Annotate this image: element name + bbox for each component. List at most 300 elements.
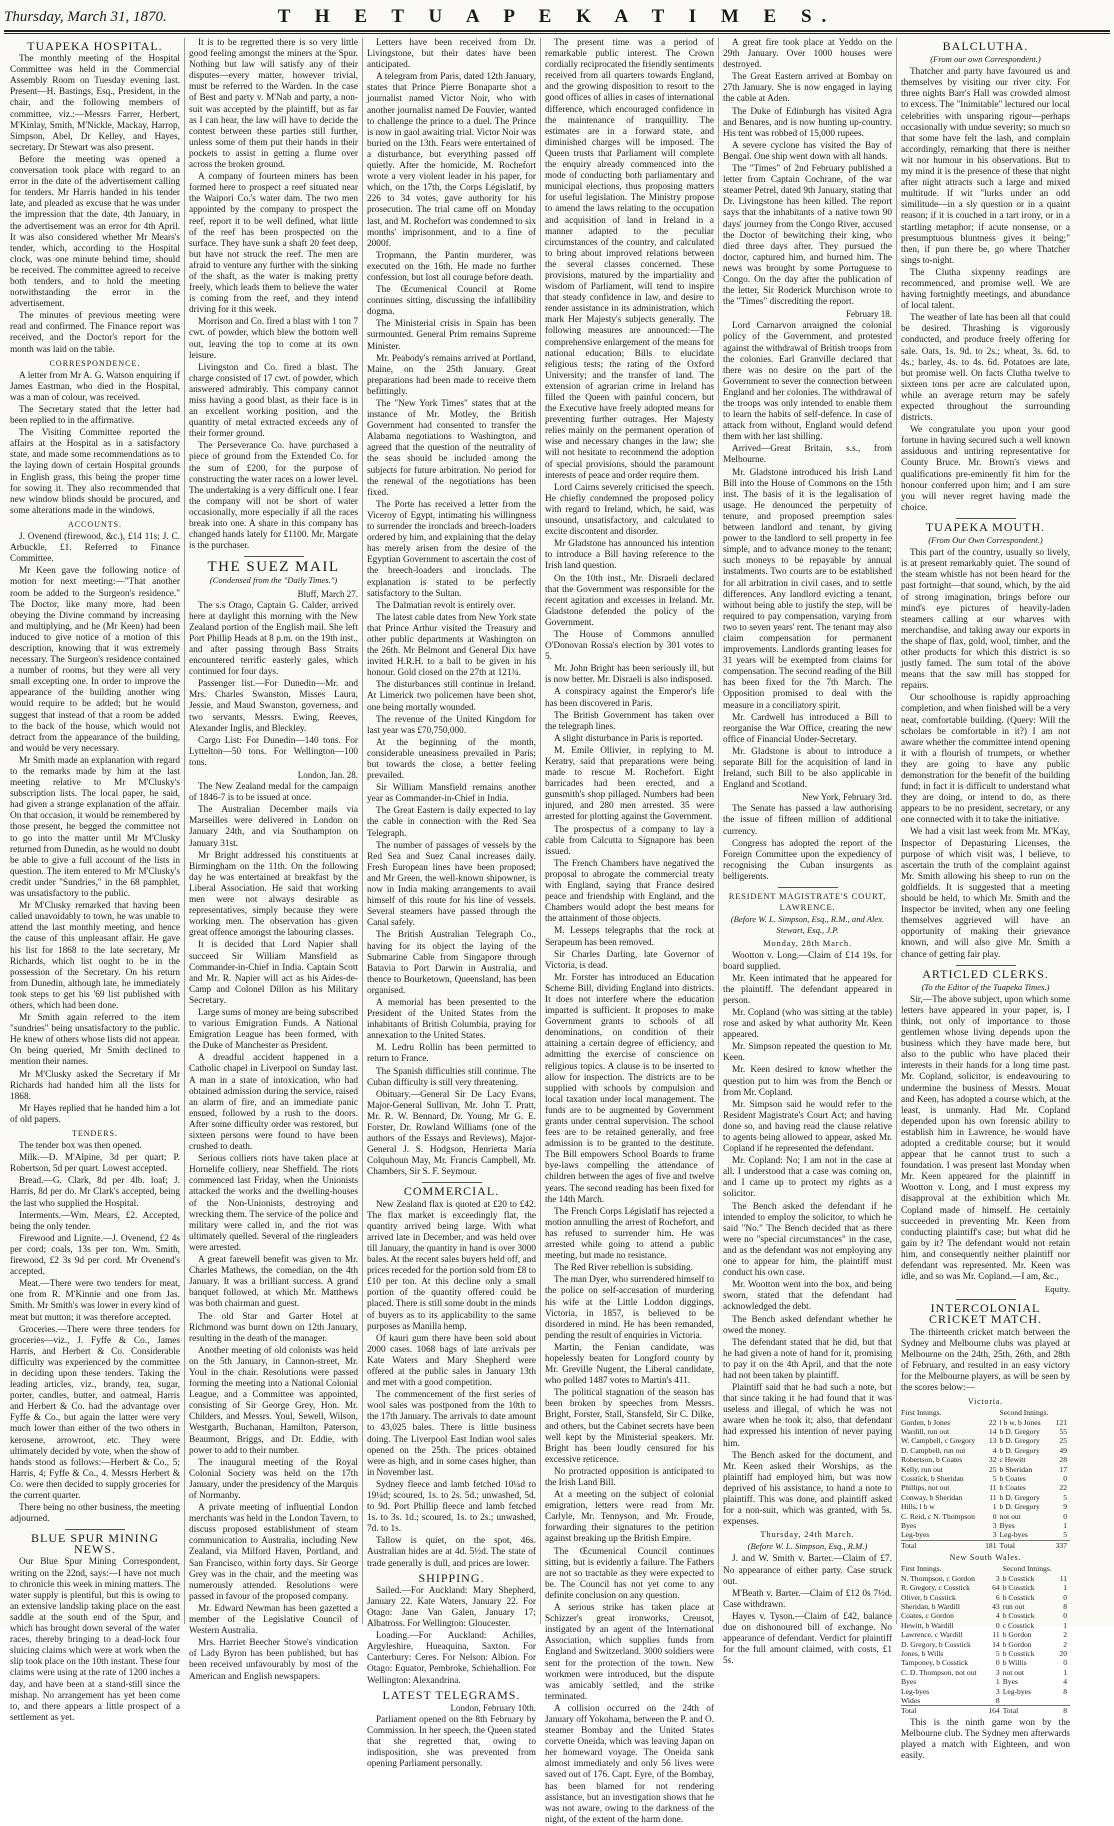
score-cell: 25 — [988, 1464, 997, 1474]
score-cell: 3 — [995, 1686, 1000, 1696]
suez-paragraph: A dreadful accident happened in a Catholic chapel in Liverpool on Sunday last. A man in a state of intoxication, who had obtained admission during the service, raised an alarm of fire, and an immediate panic ensued, followed by a rush to the doors. After some difficulty order was restored, but sixteen persons were found to have been crushed to death. — [189, 1053, 358, 1153]
hospital-paragraph: Mr M'Clusky asked the Secretary if Mr Richards had handed him all the lists for 1868. — [10, 1069, 180, 1102]
rm-court-before: (Before W. L. Simpson, Esq., R.M.) — [747, 1541, 868, 1552]
issue-date: Thursday, March 31, 1870. — [4, 8, 167, 25]
columns — [6, 38, 1108, 1825]
hospital-paragraph: Mr Keen gave the following notice of motion for next meeting:—"That another room be added to the Surgeon's residence." The Doctor, like many more, had been obeying the Divine command by increasing and multiplying, and he (Mr Keen) had been induced to give notice of a motion of this description, knowing that it was extremely necessary. The Surgeon's residence contained a number of rooms, but they were all very small excepting one. In order to improve the appearance of the building another wing would require to be added; but he would suggest that instead of that a room be added to the back of the house, which would not detract from the appearance of the building, and would be very necessary. — [10, 566, 180, 754]
latest-paragraph: Arrived—Great Britain, s.s., from Melbourne. — [723, 444, 892, 466]
latest-paragraph: Parliament opened on the 8th February by Commission. In her speech, the Queen stated that she regretted that, owing to indisposition, she was prevented from opening Parliament personally. — [367, 1714, 536, 1770]
tuapeka-mouth-byline: (From Our Own Correspondent.) — [928, 535, 1043, 546]
cricket-title: INTERCOLONIAL CRICKET MATCH. — [928, 1301, 1043, 1327]
hospital-paragraph: Firewood and Lignite.—J. Ovenend, £2 4s per cord; coals, 13s per ton. Wm. Smith, firewood, £2 3s 9d per cord. Mr Ovenend's accepted. — [10, 1233, 180, 1278]
score-cell: 11 — [989, 1492, 997, 1502]
table-row — [901, 1521, 1070, 1530]
newspaper-title: T H E T U A P E K A T I M E S. — [277, 6, 837, 27]
column-2 — [184, 38, 362, 1682]
table-row — [901, 1493, 1070, 1502]
score-cell: D. Campbell, run out — [901, 1445, 966, 1455]
suez-paragraph: A great farewell benefit was given to Mr. Charles Mathews, the comedian, on the 4th January. It was a brilliant success. A grand banquet followed, at which Mr. Matthews was both chairman and guest. — [189, 1255, 358, 1310]
column-4 — [540, 38, 718, 1825]
total-cell: Total — [1003, 1706, 1058, 1716]
score-cell: b Coates — [999, 1483, 1026, 1493]
latest-paragraph: The prospectus of a company to lay a cable from Calcutta to Signapore has been issued. — [545, 824, 714, 857]
court-paragraph: Mr. Copland (who was sitting at the table) rose and asked by what authority Mr. Keen appeared. — [723, 1007, 892, 1041]
score-cell: 3 — [995, 1667, 1000, 1677]
score-cell: N. Thompson, c Gordon — [901, 1573, 975, 1583]
score-cell: 43 — [992, 1601, 1000, 1611]
score-cell: run out — [1002, 1601, 1025, 1611]
suez-paragraph: Passenger list.—For Dunedin—Mr. and Mrs. Charles Swanston, Misses Laura, Jessie, and Maud Swanston, governess, and two servants, Messrs. Ewing, Reeves, Alexander Inglis, and Bleckley. — [189, 679, 358, 734]
table-row — [901, 1512, 1070, 1521]
latest-paragraph: Mr. Cardwell has introduced a Bill to reorganise the War Office, creating the new office of Financial Under-Secretary. — [723, 712, 892, 745]
score-cell: Gorden, b Jones — [901, 1417, 951, 1427]
hospital-paragraph: Mr Smith again referred to the item "sundries" being unsatisfactory to the public. He knew of others whose lists did not appear. On being queried, Mr Smith declined to mention their names. — [10, 1013, 180, 1068]
score-cell: Wardill, run out — [901, 1426, 950, 1436]
mouth-paragraph: We had a visit last week from Mr. M'Kay, Inspector of Depasturing Licenses, the purpose of which visit was, I believe, to ascertain the truth of the complaint against Mr. Smith allowing his sheep to run on the goldfields. It is suggested that a meeting should be held, to which Mr. Smith and the Inspector be invited, when any one feeling themselves aggrieved will have an opportunity of making their grievance known, and will also give Mr. Smith a chance of getting fair play. — [901, 827, 1070, 960]
score-cell: b Coates — [999, 1474, 1026, 1483]
shipping-paragraph: Sailed.—For Auckland: Mary Shepherd, January 22. Kate Waters, January 22. For Otago: Jane Van Galen, January 17; Albatross. For Wellington: Gloucester. — [367, 1585, 536, 1630]
latest-paragraph: The French Corps Législatif has rejected a motion annulling the arrest of Rochefort, and has refused to surrender him. He was arrested while going to attend a public meeting, but made no resistance. — [545, 1206, 714, 1262]
hospital-paragraph: The monthly meeting of the Hospital Committee was held in the Commercial Assembly Room on Tuesday evening last. Present—H. Bastings, Esq., President, in the chair, and the following members of committee, viz.:—Messrs Farrer, Herbert, M'Kinlay, Smith, M'Nickle, Mackay, Harrop, Simpson, Abel, Dr Kelley, and Hayes, secretary. Dr Stewart was also present. — [10, 54, 180, 153]
score-cell: 3 — [992, 1521, 997, 1531]
score-cell: 3 — [995, 1573, 1000, 1583]
score-cell: 0 — [1063, 1511, 1067, 1521]
score-cell: 0 — [992, 1511, 997, 1521]
hospital-paragraph: Bread.—G. Clark, 8d per 4lb. loaf; J. Harris, 8d per do. Mr Clark's accepted, being the last who supplied the Hospital. — [10, 1176, 180, 1209]
divider — [422, 1182, 482, 1183]
hospital-paragraph: Groceries.—There were three tenders for groceries—viz., J. Fyffe & Co., James Harris, and Herbert & Co. Considerable difficulty was experienced by the committee in deciding upon these tenders. Taking the leading articles, viz., brandy, tea, sugar, porter, candles, butter, and oatmeal, Harris and Herbert & Co. had the advantage over Fyffe & Co., but again the latter were very much lower than either of the two others in kerosene, arrowroot, etc. They were ultimately decided by vote, when the show of hands stood as follows:—Herbert & Co., 5; Harris, 4; Fyffe & Co., 4. Messrs Herbert & Co. were then decided to supply groceries for the current quarter. — [10, 1324, 180, 1501]
score-cell: 0 — [995, 1620, 1000, 1630]
score-cell: 0 — [1063, 1592, 1067, 1602]
suez-paragraph: The New Zealand medal for the campaign of 1846-7 is to be issued at once. — [189, 782, 358, 804]
suez-paragraph: A private meeting of influential London merchants was held in the London Tavern, to discuss proposed establishment of steam communication to Australia, including New Zealand, via Milford Haven, Portland, and San Francisco, within forty days. Sir George Grey was in the chair, and the meeting was numerously attended. Resolutions were passed in favour of the proposed company. — [189, 1503, 358, 1602]
suez-paragraph: At the beginning of the month, considerable uneasiness prevailed in Paris; but towards the close, a better feeling prevailed. — [367, 737, 536, 782]
suez-paragraph: Serious colliers riots have taken place at Hornelife colliery, near Sheffield. The riots commenced last Friday, when the Unionists attacked the works and the dwelling-houses of the Non-Unionists, destroying and wrecking them. The service of the police and military were called in, and the riot was ultimately quelled. Several of the ringleaders were arrested. — [189, 1154, 358, 1253]
score-cell: Robertson, b Coates — [901, 1455, 963, 1465]
latest-paragraph: Lord Carnarvon arraigned the colonial policy of the Government, and protested against the withdrawal of British troops from the colonies. Earl Granville declared that there was no desire on the part of the Government to sever the connection between England and her colonies. The withdrawal of the troops was only intended to enable them to learn the habits of self-defence. In case of attack from without, England would defend them with her last shilling. — [723, 321, 892, 443]
table-row — [901, 1696, 1070, 1706]
suez-paragraph: The Ministerial crisis in Spain has been surmounted. General Prim remains Supreme Minister. — [367, 319, 536, 352]
latest-paragraph: Mr. John Bright has been seriously ill, but is now better. Mr. Disraeli is also indisposed. — [545, 664, 714, 686]
score-cell: Cosstick, b Sheridan — [901, 1474, 964, 1483]
court-paragraph: Mr. Simpson said he would refer to the Resident Magistrate's Court Act; and having done so, and having read the clause relative to agents being allowed to appear, asked Mr. Copland if he represented the defendant. — [723, 1099, 892, 1155]
total-cell: 8 — [1058, 1706, 1070, 1716]
hospital-paragraph: Interments.—Wm. Mears, £2. Accepted, being the only tender. — [10, 1210, 180, 1232]
suez-paragraph: Tropmann, the Pantin murderer, was executed on the 16th. He made no further confession, but lost all courage before death. — [367, 250, 536, 283]
table-row — [901, 1455, 1070, 1464]
hospital-paragraph: There being no other business, the meeting adjourned. — [10, 1503, 180, 1525]
hospital-paragraph: Mr Hayes replied that he handed him a lot of old papers. — [10, 1103, 180, 1125]
score-cell: 8 — [1063, 1686, 1067, 1696]
score-cell: c Cosstick — [1002, 1620, 1035, 1630]
score-cell: 4 — [1063, 1677, 1067, 1687]
latest-paragraph: The Œcumenical Council continues sitting, but is evidently a failure. The Fathers are not so tractable as they were expected to be. The Council has not yet come to any definite conclusion on any question. — [545, 1546, 714, 1601]
score-cell: 9 — [1063, 1502, 1067, 1512]
table-row — [901, 1602, 1070, 1611]
latest-dateline: London, February 10th. — [450, 1702, 536, 1713]
suez-paragraph: The number of passages of vessels by the Red Sea and Suez Canal increases daily. Fresh European lines have been proposed; and Mr Green, the well-known shipowner, is now in India making arrangements to avail himself of this route for his line of vessels. Several steamers have passed through the Canal safely. — [367, 840, 536, 929]
suez-paragraph: The Porte has received a letter from the Viceroy of Egypt, intimating his willingness to surrender the ironclads and breech-loaders ordered by him, and explaining that the delay has merely arisen from the desire of the Egyptian Government to ascertain the cost of the breech-loaders and ironclads. The explanation is stated to be perfectly satisfactory to the Sultan. — [367, 499, 536, 599]
score-cell: 55 — [1059, 1426, 1067, 1436]
score-cell: 1 — [995, 1677, 1000, 1687]
score-cell: 1 — [1063, 1667, 1067, 1677]
masthead-rule — [4, 33, 1110, 34]
score-cell: 1 — [992, 1502, 997, 1512]
score-cell: Jones, b Wills — [901, 1649, 944, 1658]
latest-paragraph: The Senate has passed a law authorising the issue of fifteen million of additional currency. — [723, 804, 892, 837]
table-row — [901, 1474, 1070, 1483]
suez-paragraph: The Australian December mails via Marseilles were delivered in London on January 24th, and via Southampton on January 31st. — [189, 805, 358, 849]
total-cell: 337 — [1054, 1540, 1070, 1550]
rm-court-before: (Before W. L. Simpson, Esq., R.M., and Alex. Stewart, Esq., J.P. — [730, 914, 885, 936]
score-cell: l b w, b Jones — [999, 1417, 1041, 1427]
suez-paragraph: The Dalmatian revolt is entirely over. — [376, 600, 516, 611]
commercial-paragraph: The commencement of the first series of wool sales was postponed from the 10th to the 17th January. The arrivals to date amount to 43,025 bales. There is little business doing. The Liverpool East Indian wool sales opened on the 25th. The prices obtained were as high, and in some cases higher, than in November last. — [367, 1390, 536, 1478]
score-cell: 0 — [1063, 1611, 1067, 1621]
score-cell: 121 — [1055, 1417, 1067, 1427]
divider — [956, 518, 1016, 519]
court-paragraph: The defendant stated that he did, but that he had given a note of hand for it, promising to pay it on the 4th April, and that the note had not been taken by plaintiff. — [723, 1337, 892, 1381]
suez-paragraph: The disturbances still continue in Ireland. At Limerick two policemen have been shot, one being mortally wounded. — [367, 680, 536, 713]
suez-paragraph: Mr. Peabody's remains arrived at Portland, Maine, on the 25th January. Great preparations had been made to receive them befittingly. — [367, 353, 536, 397]
score-cell: Leg-byes — [1002, 1686, 1031, 1696]
cricket-paragraph: The thirteenth cricket match between the Sydney and Melbourne clubs was played at Melbourne on the 24th, 25th, 26th, and 28th of February, and resulted in an easy victory for the Melbourne players, as will be seen by the scores below:— — [901, 1327, 1070, 1393]
articled-clerks-to: (To the Editor of the Tuapeka Times.) — [921, 981, 1050, 992]
latest-telegrams-title: LATEST TELEGRAMS. — [382, 1687, 521, 1702]
score-cell: 4 — [995, 1611, 1000, 1621]
latest-paragraph: The House of Commons annulled O'Donovan Rossa's election by 301 votes to 5. — [545, 629, 714, 663]
latest-paragraph: Lord Cairns severely criticised the speech. He chiefly condemned the proposed policy with regard to Ireland, which, he said, was unsound, unsatisfactory, and calculated to excite discontent and disorder. — [545, 482, 714, 538]
score-cell: b Cosstick — [1002, 1592, 1035, 1602]
suez-paragraph: Large sums of money are being subscribed to various Emigration Funds. A National Emigration League has been formed, with the Duke of Manchester as President. — [189, 1007, 358, 1052]
column-3 — [362, 38, 540, 1770]
tuapeka-mouth-title: TUAPEKA MOUTH. — [925, 519, 1046, 534]
latest-paragraph: Sir Charles Darling, late Governor of Victoria, is dead. — [545, 949, 714, 971]
suez-paragraph: The Œcumenical Council at Rome continues sitting, discussing the infallibility dogma. — [367, 285, 536, 318]
score-cell: Leg-byes — [901, 1686, 930, 1696]
bluespur-paragraph: A company of fourteen miners has been formed here to prospect a reef situated near the Waipori Co.'s water dam. The two men appointed by the company to prospect the reef, report it to be well defined, what little of the reef has been prospected on the surface. They have sunk a shaft 20 feet deep, but have not struck the reef. The men are afraid to venture any further with the sinking of the shaft, as the water is making pretty freely, which leads them to believe the water is coming from the reef, and they intend driving for it this week. — [189, 172, 358, 316]
rm-court-day: Monday, 28th March. — [763, 938, 852, 949]
score-cell: 1 — [1063, 1583, 1067, 1593]
shipping-paragraph: Loading.—For Auckland: Achilles, Argyleshire, Hueaquina, Saxton. For Canterbury: Ceres. For Nelson: Albion. For Otago: Equator, Pembroke, Schiehallion. For Wellington: Alexandrina. — [367, 1631, 536, 1686]
table-row — [901, 1640, 1070, 1649]
balclutha-paragraph: We congratulate you upon your good fortune in having secured such a well known assiduous and untiring representative for County Bruce. Mr. Brown's views and qualifications pre-eminently fit him for the honour conferred upon him; and I am sure you will never regret having made the choice. — [901, 425, 1070, 513]
court-paragraph: Mr. Wootton went into the box, and being sworn, stated that the defendant had acknowledged the debt. — [723, 1280, 892, 1313]
latest-paragraph: M. Emile Ollivier, in replying to M. Keratry, said that preparations were being made to rescue M. Rochefort. Eight barricades had been erected, and a gunsmith's shop pillaged. Numbers had been injured, and 280 men arrested. 35 were arrested for plotting against the Government. — [545, 745, 714, 823]
score-cell: Tamponey, b Cosstick — [901, 1658, 969, 1668]
nsw-score-table — [901, 1564, 1070, 1716]
score-cell: 32 — [988, 1455, 997, 1465]
score-cell: 2 — [1063, 1630, 1067, 1640]
table-row — [901, 1583, 1070, 1592]
score-cell: Byes — [901, 1521, 917, 1531]
score-cell: 0 — [995, 1658, 1000, 1668]
score-cell: b D. Gregory — [999, 1436, 1040, 1446]
suez-paragraph: The Spanish difficulties still continue. The Cuban difficulty is still very threatening. — [367, 1066, 536, 1088]
score-cell: Oliver, b Cosstick — [901, 1592, 956, 1602]
score-cell: b Cosstick — [1002, 1573, 1035, 1583]
score-cell: not out — [999, 1511, 1021, 1521]
score-cell: 22 — [988, 1417, 997, 1427]
court-paragraph: J. and W. Smith v. Barter.—Claim of £7. No appearance of either party. Case struck out. — [723, 1554, 892, 1587]
score-cell: Phillips, not out — [901, 1483, 950, 1493]
hospital-paragraph: J. Ovenend (firewood, &c.), £14 11s; J. C. Arbuckle, £1. Referred to Finance Committee. — [10, 532, 180, 565]
score-cell: 28 — [1059, 1455, 1067, 1465]
score-cell: 14 — [988, 1426, 997, 1436]
latest-paragraph: At a meeting on the subject of colonial emigration, letters were read from Mr. Carlyle, Mr. Tennyson, and Mr. Froude, forwarding their signatures to the petition against breaking up the British Empire. — [545, 1490, 714, 1545]
victoria-score-table — [901, 1408, 1070, 1550]
score-cell: C. Reid, c N. Thompson — [901, 1511, 975, 1521]
hospital-paragraph: A letter from Mr A. G. Watson enquiring if James Eastman, who died in the Hospital, was a man of colour, was received. — [10, 370, 180, 403]
latest-paragraph: On the 10th inst., Mr. Disraeli declared that the Government was responsible for the recent agitation and excesses in Ireland. Mr. Gladstone defended the policy of the Government. — [545, 573, 714, 628]
total-cell: Total — [901, 1540, 984, 1550]
score-cell: b D. Gregory — [999, 1445, 1040, 1455]
commercial-paragraph: New Zealand flax is quoted at £20 to £42. The flax market is exceedingly flat, the quantity arrived being large. With what arrived late in December, and was held over till January, the quantity in hand is over 3000 bales. At the recent sales buyers held off, and prices receded for the portion sold from £8 to £10 per ton. At this decline only a small portion of the quantity offered could be placed. There is still some doubt in the minds of buyers as to its applicability to the same purposes as Manilla hemp. — [367, 1199, 536, 1332]
suez-paragraph: The British Australian Telegraph Co., having for its object the laying of the Submarine Cable from Singapore through Batavia to Port Darwin in Australia, and thence to Bourketown, Queensland, has been organised. — [367, 930, 536, 996]
masthead — [4, 4, 1110, 32]
latest-paragraph: Mr. Gladstone introduced his Irish Land Bill into the House of Commons on the 15th inst. The basis of it is the legalisation of usage. He denounced the perpetuity of tenure, and proposed preemption sales between landlord and tenant, by giving power to the landlord to sell property in fee simple, and to advance money to the tenant; such moneys to be repayable by annual instalments. Two courts are to be established for all arbitration in civil cases, and to settle differences. Any landlord evicting a tenant, without being able to justify the step, will be required to pay compensation, varying from two to seven years' rent. The tenant may also claim compensation for permanent improvements. Landlords granting leases for 31 years will be exempted from claims for compensation. The second reading of the Bill has been fixed for the 7th March. The Opposition promised to deal with the measure in a conciliatory spirit. — [723, 467, 892, 711]
total-cell: 164 — [986, 1706, 1002, 1716]
score-cell: Leg-byes — [999, 1530, 1028, 1540]
table-row — [901, 1427, 1070, 1436]
score-cell: Leg-byes — [901, 1530, 930, 1540]
score-cell: Lawrence, c Wardill — [901, 1630, 963, 1640]
suez-title: THE SUEZ MAIL — [207, 559, 340, 576]
score-cell: 11 — [1059, 1573, 1067, 1583]
divider — [778, 887, 838, 888]
score-cell: 11 — [989, 1483, 997, 1493]
suez-dateline: London, Jan. 28. — [297, 770, 358, 780]
score-cell: Byes — [999, 1521, 1015, 1531]
score-cell: 1 — [1063, 1521, 1067, 1531]
commercial-paragraph: Tallow is quiet, on the spot, 46s. Australian hides are at 4d. 5½d. The state of trade generally is dull, and prices are lower. — [367, 1536, 536, 1569]
score-cell: b Cosstick — [1002, 1611, 1035, 1621]
divider — [956, 1299, 1016, 1300]
balclutha-paragraph: Thatcher and party have favoured us and themselves by visiting our river city. For three nights Barr's Hall was crowded almost to excess. The "Inimitable" lectured our local celebrities with unsparing rigour—perhaps occasionally with undue severity; so much so that some have felt the lash, and complain accordingly, remarking that there is neither wit nor humour in his observations. But to my mind it is the presence of these that night after night attracts such a large and mixed multitude. If wit "lurks under an odd similitude—in a sly question or in a quaint reason; if it is couched in a tart irony, or in a startling metaphor; if acute nonsense, or a presumptuous bluntness gives it being;" then, if pun there be, go where Thatcher sings to-night. — [901, 67, 1070, 266]
mouth-paragraph: This part of the country, usually so lively, is at present remarkably quiet. The sound of the steam whistle has not been heard for the past fortnight—that sound, which, by the aid of strong imagination, brings before our mind's eye pictures of heavily-laden steamers calling at our wharves with merchandise, and taking away our exports in the shape of flax, gold, wool, timber, and the other products for which this district is so justly famed. The sum total of the above means that the saw mill has stopped for repairs. — [901, 548, 1070, 692]
latest-paragraph: Mr Gladstone has announced his intention to introduce a Bill having reference to the Irish land question. — [545, 539, 714, 572]
suez-paragraph: It is decided that Lord Napier shall succeed Sir William Mansfield as Commander-in-Chief in India. Captain Scott and Mr. R. Napier will act as his Aides-de-Camp and Colonel Dillon as his Military Secretary. — [189, 940, 358, 1006]
score-cell: 14 — [992, 1639, 1000, 1649]
score-cell: b Willis — [1002, 1658, 1027, 1668]
latest-paragraph: A serious strike has taken place at Schizzer's great ironworks, Creusot, instigated by an agent of the International Association, which supplies funds from England and Switzerland. 3000 soldiers were sent for the protection of the town. New workmen were introduced, but the dispute was amicably settled, and the strike terminated. — [545, 1603, 714, 1702]
total-cell: Total — [901, 1706, 986, 1716]
first-innings-label: First Innings. — [901, 1408, 942, 1418]
court-paragraph: The Bench asked for the document, and Mr. Keen asked their Worships, as the plaintiff had employed him, but was now deprived of his assistance, to hand a note to plaintiff. This was done, and plaintiff asked for a non-suit, which was granted, with 5s. expenses. — [723, 1450, 892, 1528]
score-cell: Conway, b Sheridan — [901, 1492, 963, 1502]
score-cell: 8 — [1063, 1601, 1067, 1611]
second-innings-label: Second Innings. — [999, 1408, 1049, 1418]
latest-paragraph: Congress has adopted the report of the Foreign Committee upon the expediency of recognising the Cuban insurgents as belligerents. — [723, 838, 892, 882]
score-cell: 4 — [992, 1445, 997, 1455]
balclutha-byline: (From our own Correspondent.) — [930, 54, 1041, 65]
suez-paragraph: The revenue of the United Kingdom for last year was £70,750,000. — [367, 714, 536, 736]
score-cell: 5 — [992, 1474, 997, 1483]
table-row — [901, 1465, 1070, 1474]
total-cell: 181 — [984, 1540, 1000, 1550]
suez-paragraph: Sir William Mansfield remains another year as Commander-in-Chief in India. — [367, 783, 536, 805]
court-paragraph: M'Beath v. Barter.—Claim of £12 0s 7½d. Case withdrawn. — [723, 1588, 892, 1610]
latest-paragraph: The Great Eastern arrived at Bombay on 27th January. She is now engaged in laying the cable at Aden. — [723, 72, 892, 105]
latest-paragraph: A slight disturbance in Paris is reported. — [554, 733, 703, 744]
suez-condensed-note: (Condensed from the "Daily Times.") — [209, 575, 338, 586]
score-cell: Coates, c Gordon — [901, 1611, 954, 1621]
rm-court-day: Thursday, 24th March. — [760, 1529, 855, 1540]
table-row — [901, 1418, 1070, 1427]
score-cell: b D. Gregory — [999, 1426, 1040, 1436]
suez-paragraph: The s.s Otago, Captain G. Calder, arrived here at daylight this morning with the New Zealand portion of the English mail. She left Port Phillip Heads at 8 p.m. on the 19th inst., and after passing through Bass Straits encountered terrific easterly gales, which continued for four days. — [189, 600, 358, 678]
score-cell: 8 — [995, 1696, 1000, 1706]
score-cell: 0 — [1063, 1474, 1067, 1483]
score-cell: Byes — [901, 1677, 917, 1687]
victoria-heading: Victoria. — [968, 1397, 1003, 1407]
score-cell: Sheridan, b Wardill — [901, 1601, 960, 1611]
latest-paragraph: A great fire took place at Yeddo on the 29th January. Over 1000 houses were destroyed. — [723, 38, 892, 71]
latest-paragraph: The Red River rebellion is subsiding. — [554, 1263, 693, 1274]
hospital-paragraph: Mr Smith made an explanation with regard to the remarks made by him at the last meeting relative to Mr M'Clusky's subscription lists. The local paper, he said, had given a strange explanation of the affair. On that occasion, it would be remembered by those present, he begged the committee not to go into the matter until Mr M'Clusky returned from Dunedin, as he would no doubt be able to give a full account of the lists in question. The item entered to Mr M'Clusky's credit under "Sundries," in the 68 pamphlet, was unsatisfactory to the public. — [10, 755, 180, 900]
divider — [956, 965, 1016, 966]
court-paragraph: Mr. Keen desired to know whether the question put to him was from the Bench or from Mr. Copland. — [723, 1065, 892, 1098]
score-cell — [1003, 1696, 1058, 1706]
score-cell: D. Gregory, b Cosstick — [901, 1639, 971, 1649]
commercial-paragraph: Of kauri gum there have been sold about 2000 cases. 1068 bags of late arrivals per Kate Waters and Mary Shepherd were offered at the public sales in January 13th and met with a good competition. — [367, 1333, 536, 1389]
total-row — [901, 1706, 1070, 1716]
latest-paragraph: The French Chambers have negatived the proposal to abrogate the commercial treaty with England, saying that France desired peace and friendship with England, and the Chambers would adopt the best means for the attainment of those objects. — [545, 858, 714, 925]
hospital-paragraph: The Secretary stated that the letter had been replied to in the affirmative. — [10, 405, 180, 427]
table-row — [901, 1611, 1070, 1620]
table-row — [901, 1483, 1070, 1492]
score-cell: R. Gregory, c Cosstick — [901, 1583, 970, 1593]
table-row — [901, 1446, 1070, 1455]
suez-paragraph: Mr. Edward Newman has been gazetted a member of the Legislative Council of Western Australia. — [189, 1603, 358, 1637]
score-cell: Byes — [1002, 1677, 1018, 1687]
total-cell: Total — [1000, 1540, 1054, 1550]
table-row — [901, 1436, 1070, 1445]
total-row — [901, 1540, 1070, 1550]
column-5 — [718, 38, 896, 1667]
suez-paragraph: M. Ledru Rollin has been permitted to return to France. — [367, 1043, 536, 1065]
score-cell: 13 — [988, 1436, 997, 1446]
score-cell: Kelly, run out — [901, 1464, 943, 1474]
latest-paragraph: Mr. Gladstone is about to introduce a separate Bill for the acquisition of land in Ireland, such Bill to be also applicable in England and Scotland. — [723, 746, 892, 791]
score-cell: 49 — [1059, 1445, 1067, 1455]
score-cell: Hewitt, b Wardill — [901, 1620, 954, 1630]
balclutha-title: BALCLUTHA. — [942, 39, 1029, 53]
score-cell: 6 — [995, 1592, 1000, 1602]
latest-paragraph: M. Lesseps telegraphs that the rock at Serapeum has been removed. — [545, 926, 714, 948]
table-row — [901, 1649, 1070, 1658]
divider — [244, 556, 304, 557]
latest-paragraph: The "Times" of 2nd February published a letter from Captain Cochrane, of the war steamer Petrel, dated 9th January, stating that Dr. Livingstone has been killed. The report says that the inhabitants of a native town 90 days' journey from the Congo River, accused the Doctor of bewitching their king, who died three days after. They pursued the doctor, captured him, and burned him. The news was brought by some Portuguese to Congo. On the day after the publication of the letter, Sir Roderick Murchison wrote to the "Times" discrediting the report. — [723, 164, 892, 308]
latest-dateline: February 18. — [846, 309, 892, 320]
table-row — [901, 1677, 1070, 1686]
suez-paragraph: The Great Eastern is daily expected to lay the cable in connection with the Red Sea Telegraph. — [367, 806, 536, 839]
suez-paragraph: Cargo List: For Dunedin—140 tons. For Lyttelton—50 tons. For Wellington—100 tons. — [189, 735, 358, 768]
score-cell: c Hewitt — [999, 1455, 1026, 1465]
score-cell: 0 — [1063, 1658, 1067, 1668]
latest-paragraph: No protracted opposition is anticipated to the Irish Land Bill. — [545, 1466, 714, 1488]
score-cell: 11 — [992, 1630, 1000, 1640]
score-cell: 5 — [1063, 1530, 1067, 1540]
score-header-row — [901, 1564, 1070, 1573]
hospital-title: TUAPEKA HOSPITAL. — [27, 39, 163, 53]
hospital-paragraph: The Visiting Committee reported the affairs at the Hospital as in a satisfactory state, and made some recommendations as to the laying down of certain Hospital grounds in English grass, this being the proper time for sowing it. They also recommended that new window blinds should be procured, and some alterations made in the windows. — [10, 428, 180, 516]
table-row — [901, 1502, 1070, 1511]
latest-paragraph: The British Government has taken over the telegraph lines. — [545, 710, 714, 732]
score-cell: b Cosstick — [1002, 1649, 1035, 1658]
court-paragraph: Hayes v. Tyson.—Claim of £42, balance due on dishonoured bill of exchange. No appearance of defendant. Verdict for plaintiff for the full amount claimed, with costs, £1 5s. — [723, 1611, 892, 1667]
score-cell: b Gordon — [1002, 1639, 1032, 1649]
commercial-title: COMMERCIAL. — [403, 1184, 500, 1199]
table-row — [901, 1658, 1070, 1667]
score-cell: 3 — [992, 1530, 997, 1540]
table-row — [901, 1687, 1070, 1696]
suez-paragraph: The "New York Times" states that at the instance of Mr. Motley, the British Government had consented to transfer the Alabama negotiations to Washington, and agreed that the question of the neutrality of the seas should be included among the subjects for future arbitration. No period for the renewal of the negotiations has been fixed. — [367, 399, 536, 498]
score-cell: b D. Gregory — [999, 1502, 1040, 1512]
table-row — [901, 1530, 1070, 1540]
suez-paragraph: The old Star and Garter Hotel at Richmond was burnt down on 12th January, resulting in the death of the manager. — [189, 1311, 358, 1344]
score-cell: b Sheridan — [999, 1464, 1033, 1474]
accounts-subhead: ACCOUNTS. — [67, 519, 123, 529]
clerks-paragraph: Sir,—The above subject, upon which some letters have appeared in your paper, is, I think, not only of importance to those gentlemen whose living depends upon the business which they have made here, but also to the public who have placed their interests in their hands for a long time past. Mr. Copland, solicitor, is endeavouring to undermine the business of Messrs. Mouat and Keen, has adopted a course which, at the least, is unmanly. Had Mr. Copland depended upon his own forensic ability to establish him in Lawrence, he would have adopted a creditable course; but it would appear that he cannot trust to such a foundation. I was present last Monday when Mr. Keen appeared for the plaintiff in Wootton v. Long, and I must express my disapproval at the exhibition which Mr. Copland made of himself. He certainly succeeded in preventing Mr. Keen from conducting plaintiff's case; but what did he gain by it? The defendant would not retain him, and consequently neither plaintiff nor defendant was represented. Mr. Keen was idle, and so was Mr. Copland.—I am, &c., — [901, 994, 1070, 1283]
bluespur-paragraph: It is to be regretted there is so very little good feeling amongst the miners at the Spur. Nothing but law will satisfy any of their disputes—every matter, however trivial, must be referred to the Warden. In the case of Best and party v. M'Nab and party, a non-suit was accepted by the plaintiff, but as far as I can hear, the law will have to decide the contest between these parties still further, unless some of them put their hands in their pockets to assist in getting a flume over across the broken ground. — [189, 38, 358, 171]
score-cell: 17 — [1059, 1464, 1067, 1474]
score-cell: 22 — [1059, 1483, 1067, 1493]
suez-paragraph: The latest cable dates from New York state that Prince Arthur visited the Treasury and other public departments at Washington on the 26th. Mr Belmont and General Dix have invited H.R.H. to a ball to be given in his honour. Gold closed on the 27th at 121¾. — [367, 612, 536, 679]
correspondence-subhead: CORRESPONDENCE. — [49, 358, 141, 368]
score-cell: 20 — [1059, 1649, 1067, 1658]
rm-court-title: RESIDENT MAGISTRATE'S COURT, LAWRENCE. — [728, 891, 887, 913]
bluespur-paragraph: Our Blue Spur Mining Correspondent, writing on the 22nd, says:—I have not much to chronicle this week in mining matters. The water supply is plentiful, but this is owing to an extensive landslip taking place on the east saddle at the south end of the Spur, and which has brought down several of the water races, thereby bringing to a dead-lock four sluicing claims which were at work when the slip took place on the 10th instant. These four claims were using at the rate of 1200 inches a day, and have been at a stand-still since the mishap. No arrangement has yet been come to, and there appears a little prospect of a settlement as yet. — [10, 1557, 180, 1723]
hospital-paragraph: Meat.—There were two tenders for meat, one from R. M'Kinnie and one from Jas. Smith. Mr Smith's was lower in every kind of meat but mutton; it was therefore accepted. — [10, 1279, 180, 1323]
score-cell: 5 — [995, 1649, 1000, 1658]
latest-paragraph: The Duke of Edinburgh has visited Agra and Benares, and is now hunting up-country. His tent was robbed of 15,000 rupees. — [723, 106, 892, 139]
first-innings-label: First Innings. — [901, 1564, 942, 1574]
score-cell: 64 — [992, 1583, 1000, 1593]
suez-paragraph: Mrs. Harriet Beecher Stowe's vindication of Lady Byron has been published, but has been received unfavourably by most of the American and English newspapers. — [189, 1638, 358, 1682]
commercial-paragraph: Sydney fleece and lamb fetched 10¼d to 19¼d; scoured, 1s. to 2s. 5d.; unwashed, 5d. to 9d. Port Phillip fleece and lamb fetched 1s. to 3s. 1d.; scoured, 1s. to 2s.; unwashed, 7d. to 1s. — [367, 1479, 536, 1535]
nsw-heading: New South Wales. — [949, 1553, 1022, 1563]
latest-paragraph: A severe cyclone has visited the Bay of Bengal. One ship went down with all hands. — [723, 140, 892, 162]
score-cell: b D. Gregory — [999, 1492, 1040, 1502]
court-paragraph: The Bench asked defendant whether he owed the money. — [723, 1314, 892, 1336]
court-paragraph: Plaintiff said that he had such a note, but that since taking it he had found that it was useless and illegal, of which he was not aware when he took it; also, that defendant had expressed his intention of never paying him. — [723, 1383, 892, 1449]
score-cell: C. D. Thompson, not out — [901, 1667, 977, 1677]
score-cell: Hills, l b w — [901, 1502, 935, 1512]
score-cell: 5 — [1063, 1492, 1067, 1502]
score-cell — [1058, 1696, 1070, 1706]
court-paragraph: The Bench asked the defendant if he intended to employ the solicitor, to which he said "No." The Bench decided that as there were no "special circumstances" in the case, and as the defendant was not employing any one to appear for him, the plaintiff must conduct his own case. — [723, 1201, 892, 1279]
suez-paragraph: Letters have been received from Dr. Livingstone, but their dates have been anticipated. — [367, 38, 536, 71]
score-cell: b Cosstick — [1002, 1583, 1035, 1593]
latest-paragraph: The present time was a period of remarkable public interest. The Crown cordially reciprocated the friendly sentiments received from all quarters towards England, and the growing disposition to resort to the good offices of allies in cases of international difference, which encouraged confidence in the maintenance of tranquillity. The estimates are in a forward state, and diminished charges will be imposed. The Queen trusts that Parliament will complete the enquiry already commenced into the mode of conducting both parliamentary and municipal elections, thus proposing matters for useful legislation. The Ministry propose to amend the laws relating to the occupation and acquisition of land in Ireland in a manner adapted to the peculiar circumstances of the country, and calculated to bring about improved relations between the several classes concerned. These provisions, matured by the impartiality and wisdom of Parliament, will tend to inspire that steady confidence in law, and desire to render assistance in its administration, which mark Her Majesty's subjects generally. The following measures are announced:—The comprehensive enlargement of the means for national education; Bills to elucidate religious tests; the rating of the Oxford University; and the transfer of land. The extension of agrarian crime in Ireland has filled the Queen with painful concern, but the Executive have freely adopted means for preventing further outrages. Her Majesty relies mainly on the permanent operation of wise and necessary changes in the law; she will not hesitate to recommend the adoption of special provisions, should the paramount interests of peace and order require them. — [545, 38, 714, 481]
articled-clerks-title: ARTICLED CLERKS. — [922, 966, 1049, 981]
bluespur-paragraph: Livingston and Co. fired a blast. The charge consisted of 17 cwt. of powder, which answered admirably. This company cannot miss having a good blast, as their face is in an excellent working position, and the quantity of metal extracted exceeds any of their former ground. — [189, 362, 358, 440]
suez-paragraph: Obituary.—General Sir De Lacy Evans, Major-General Sullivan, Mr. John T. Pratt, Mr. R. W. Bennard, Dr. Young, Mr G. E. Forster, Dr. Rowland Williams (one of the authors of the Essays and Reviews), Major-General J. S. Hodgson, Henrietta Maria Colquhoun May, Mr. Francis Campbell, Mr. Chambers, Sir S. F. Seymour. — [367, 1089, 536, 1178]
table-row — [901, 1574, 1070, 1583]
score-header-row — [901, 1408, 1070, 1417]
court-paragraph: Mr. Simpson repeated the question to Mr. Keen. — [723, 1042, 892, 1064]
hospital-paragraph: Milk.—D. M'Alpine, 3d per quart; P. Robertson, 5d per quart. Lowest accepted. — [10, 1153, 180, 1175]
score-cell: b Gordon — [1002, 1630, 1032, 1640]
score-cell: 1 — [1063, 1620, 1067, 1630]
suez-paragraph: Mr Bright addressed his constituents at Birmingham on the 11th. On the following day he was entertained at breakfast by the Liberal Association. He said that working men were not always desirable as representatives, simply because they were working men. The observation has given great offence amongst the labouring classes. — [189, 850, 358, 939]
letter-signature: Equity. — [1044, 1284, 1070, 1295]
shipping-title: SHIPPING. — [418, 1570, 485, 1585]
divider — [65, 1529, 125, 1530]
score-cell: 25 — [1059, 1436, 1067, 1446]
latest-dateline: New York, February 3rd. — [802, 792, 892, 803]
